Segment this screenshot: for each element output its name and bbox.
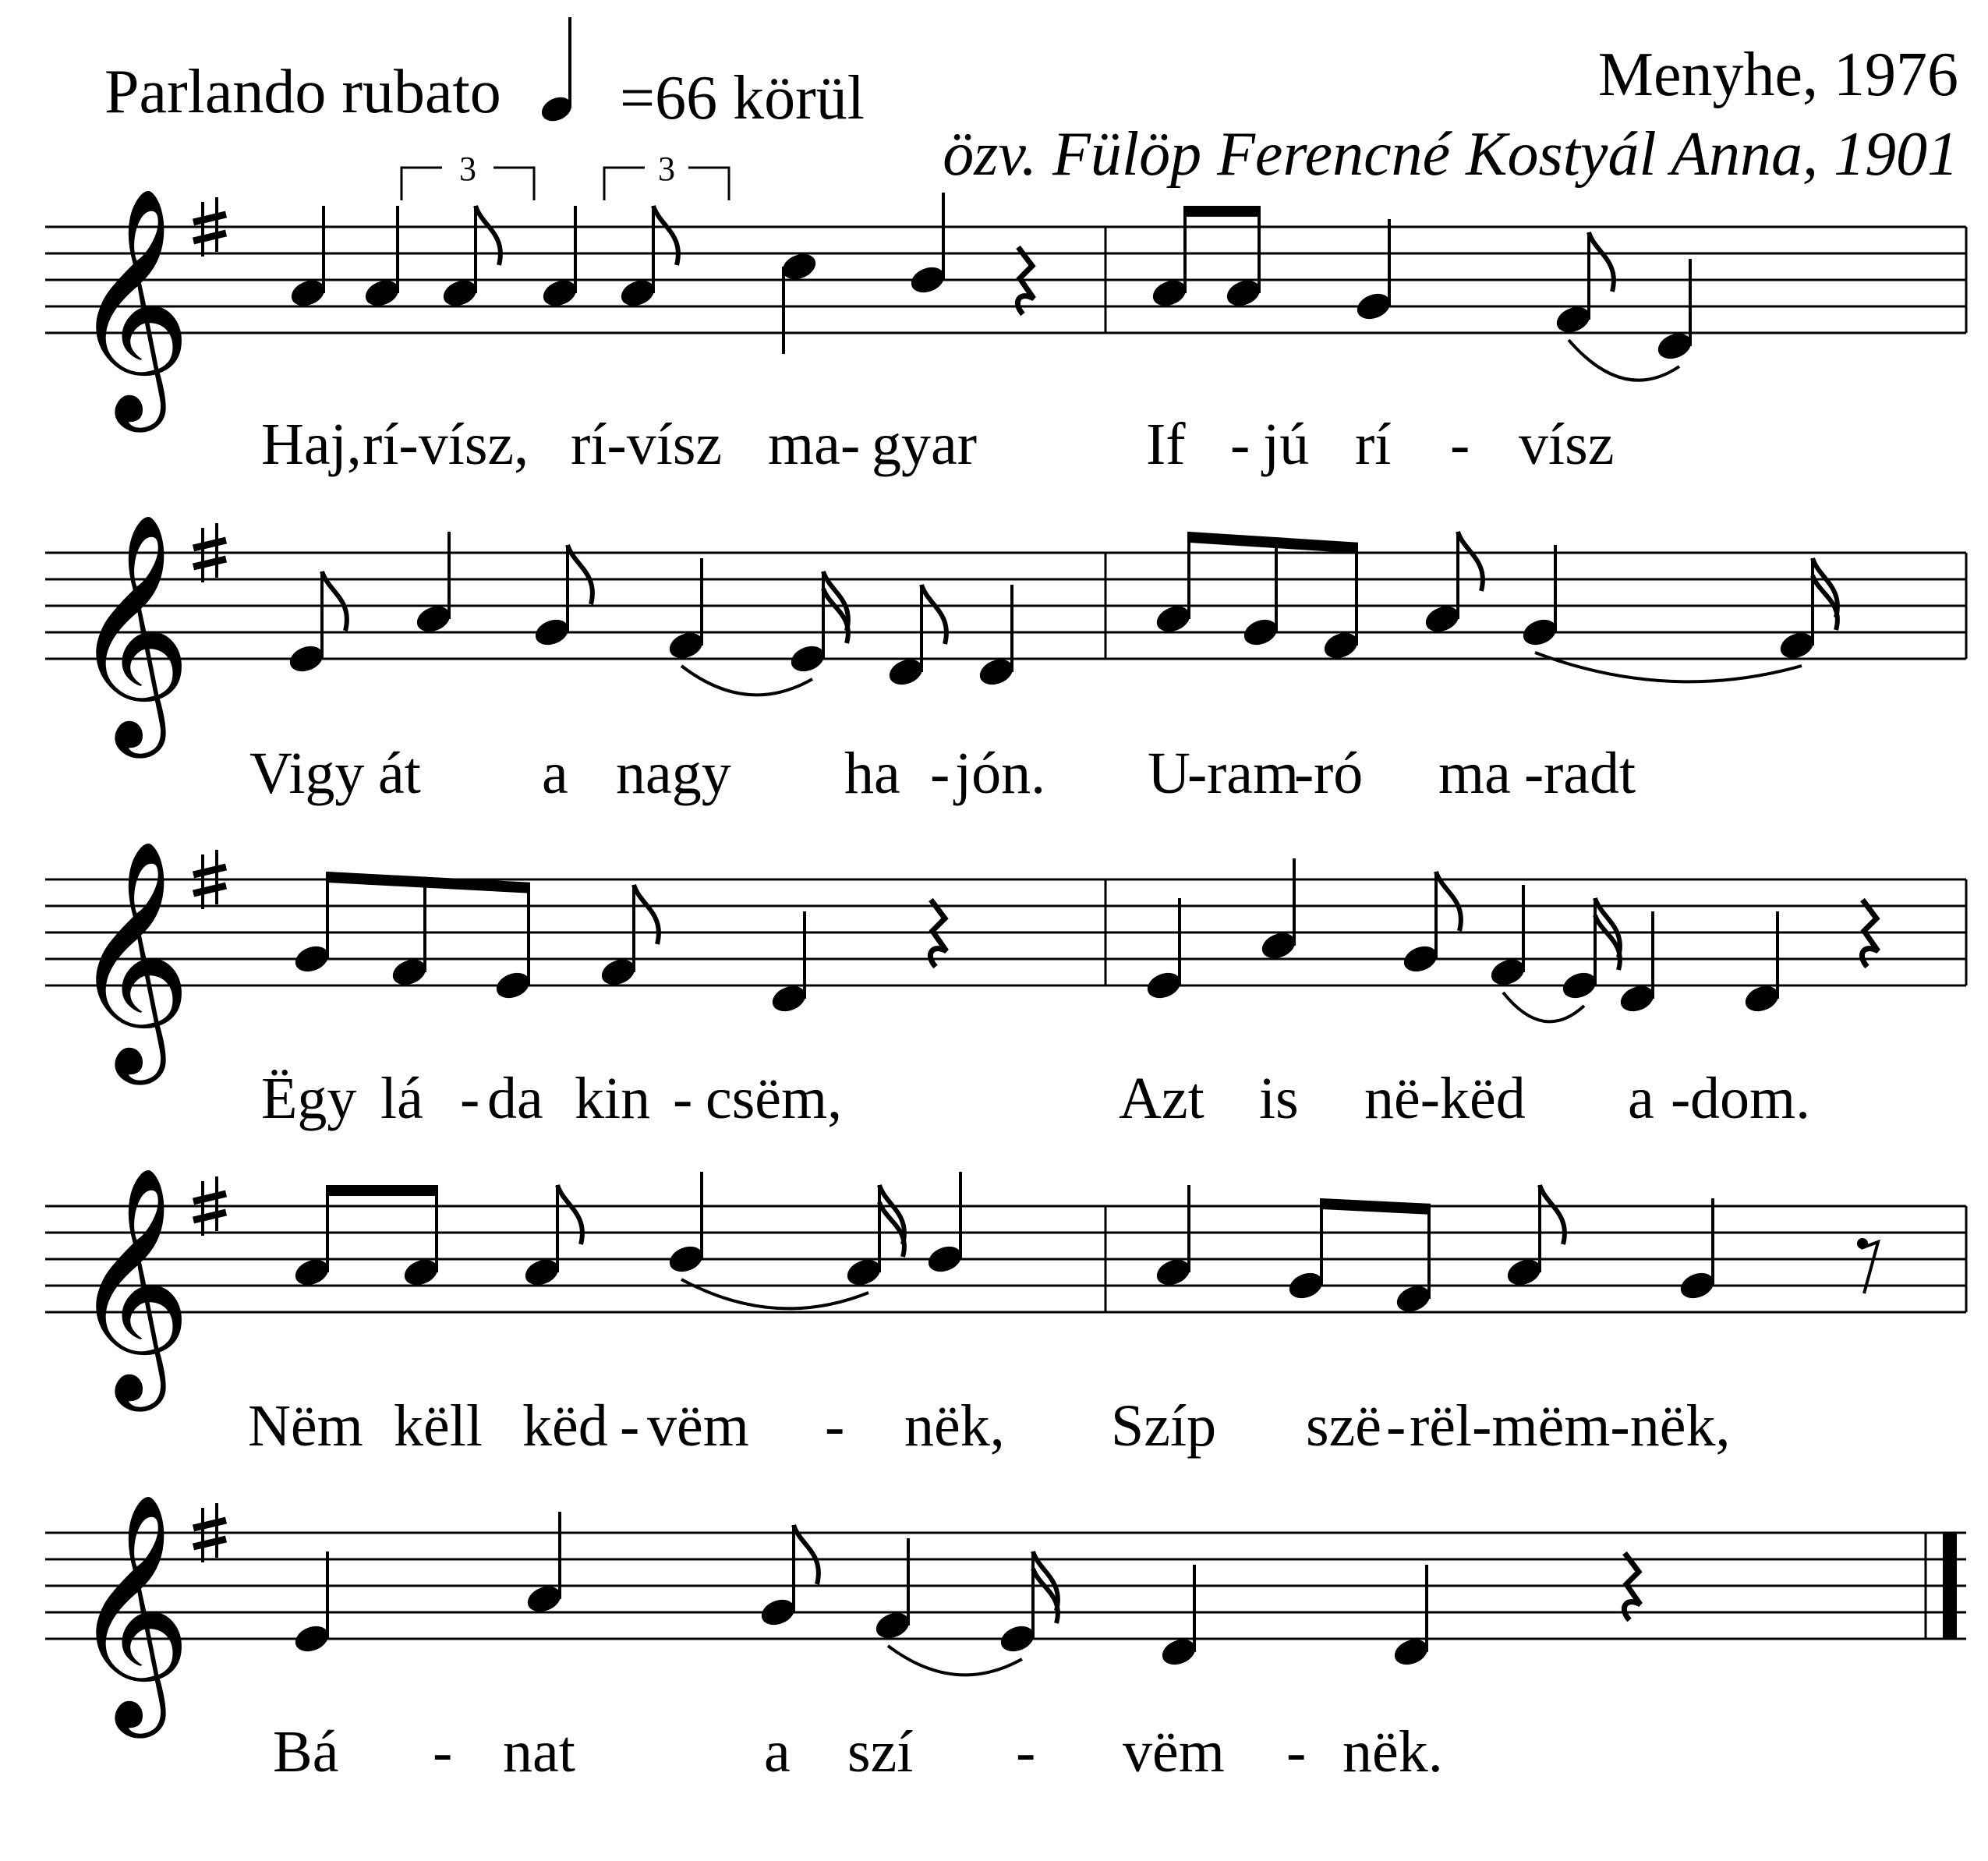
lyric-syllable: a — [1628, 1066, 1654, 1131]
lyric-syllable: gyar — [872, 412, 978, 477]
note-flag — [1033, 1569, 1058, 1623]
treble-clef-icon: 𝄞 — [72, 1492, 192, 1728]
lyric-syllable: rí-vísz, — [363, 412, 529, 477]
note-beam — [1185, 206, 1259, 217]
lyric-syllable: vëm — [647, 1393, 749, 1459]
note-beam — [327, 872, 529, 893]
lyric-syllable: rí — [1355, 412, 1392, 477]
note-flag — [557, 1185, 582, 1244]
lyric-syllable: nagy — [616, 741, 731, 806]
lyric-syllable: - — [930, 741, 950, 806]
sharp-bar — [193, 1539, 226, 1547]
lyric-syllable: - — [1187, 741, 1208, 806]
treble-clef-icon: 𝄞 — [72, 186, 192, 422]
lyric-syllable: ha — [844, 741, 900, 806]
lyric-syllable: këll — [394, 1393, 483, 1459]
treble-clef-icon: 𝄞 — [72, 1166, 192, 1401]
note-flag — [1458, 532, 1483, 591]
note-flag — [1813, 575, 1838, 630]
lyric-syllable: nëk, — [904, 1393, 1005, 1459]
lyric-syllable: - — [673, 1066, 693, 1131]
lyric-syllable: kin — [575, 1066, 651, 1131]
lyric-syllable: Azt — [1119, 1066, 1204, 1131]
slur — [681, 666, 812, 695]
lyric-syllable: ram — [1207, 741, 1300, 806]
singer-name: özv. Fülöp Ferencné Kostyál Anna, 1901 — [943, 120, 1958, 189]
note-flag — [823, 589, 848, 643]
lyric-syllable: - — [1386, 1393, 1406, 1459]
sharp-bar — [193, 214, 226, 222]
note-beam — [1321, 1198, 1429, 1215]
lyric-syllable: Vigy — [249, 741, 365, 806]
sharp-bar — [193, 1520, 226, 1528]
lyric-syllable: Bá — [273, 1719, 339, 1785]
lyric-syllable: - — [1016, 1719, 1036, 1785]
lyric-syllable: If — [1146, 412, 1186, 477]
lyric-syllable: - — [620, 1393, 640, 1459]
lyric-syllable: Ëgy — [261, 1066, 357, 1131]
lyric-syllable: - — [1524, 741, 1544, 806]
lyric-syllable: Haj, — [261, 412, 362, 477]
lyric-syllable: da — [487, 1066, 543, 1131]
lyric-syllable: jón. — [955, 741, 1046, 806]
sharp-bar — [193, 886, 226, 893]
lyric-syllable: - — [1294, 741, 1314, 806]
lyric-syllable: në-këd — [1364, 1066, 1526, 1131]
note-flag — [1589, 232, 1614, 292]
tuplet-number: 3 — [658, 150, 675, 188]
lyric-syllable: - — [840, 412, 861, 477]
lyric-syllable: lá — [380, 1066, 423, 1131]
final-barline — [1943, 1533, 1957, 1639]
sharp-bar — [193, 867, 226, 875]
lyric-syllable: a — [542, 741, 568, 806]
staff-system — [45, 1492, 1966, 1785]
sharp-bar — [193, 1194, 226, 1201]
note-flag — [653, 206, 678, 265]
lyric-syllable: U — [1148, 741, 1190, 806]
slur — [1535, 653, 1802, 681]
note-beam — [327, 1185, 437, 1196]
lyric-syllable: jú — [1263, 412, 1310, 477]
lyric-syllable: nëk. — [1342, 1719, 1443, 1785]
lyric-syllable: ma — [1438, 741, 1511, 806]
lyric-syllable: szí — [847, 1719, 914, 1785]
lyric-syllable: - — [1450, 412, 1470, 477]
lyric-syllable: vísz — [1519, 412, 1615, 477]
lyric-syllable: a — [764, 1719, 791, 1785]
lyric-syllable: ró — [1314, 741, 1364, 806]
lyric-syllable: rël-mëm-nëk, — [1410, 1393, 1731, 1459]
tempo-value: =66 körül — [620, 64, 865, 133]
lyric-syllable: Szíp — [1111, 1393, 1217, 1459]
staff-system — [45, 150, 1966, 477]
note-beam — [1189, 532, 1357, 554]
tempo-marking: Parlando rubato — [104, 58, 501, 126]
slur — [681, 1279, 868, 1308]
note-flag — [1540, 1185, 1565, 1244]
sharp-bar — [193, 1212, 226, 1220]
lyric-syllable: Nëm — [248, 1393, 363, 1459]
lyric-syllable: - — [433, 1719, 453, 1785]
sharp-bar — [193, 540, 226, 548]
lyric-syllable: szë — [1306, 1393, 1382, 1459]
lyric-syllable: nat — [503, 1719, 575, 1785]
staff-system — [45, 1166, 1966, 1459]
sharp-bar — [193, 559, 226, 567]
note-flag — [1595, 915, 1620, 970]
note-flag — [634, 885, 659, 944]
lyric-syllable: vëm — [1123, 1719, 1225, 1785]
lyric-syllable: rí-vísz — [571, 412, 723, 477]
lyric-syllable: dom. — [1690, 1066, 1811, 1131]
lyric-syllable: - — [825, 1393, 845, 1459]
lyric-syllable: át — [378, 741, 421, 806]
slur — [888, 1646, 1022, 1675]
lyric-syllable: - — [1230, 412, 1250, 477]
note-flag — [476, 206, 501, 265]
note-flag — [879, 1202, 904, 1257]
note-flag — [921, 585, 946, 644]
treble-clef-icon: 𝄞 — [72, 839, 192, 1074]
lyric-syllable: - — [1286, 1719, 1307, 1785]
lyric-syllable: is — [1259, 1066, 1299, 1131]
collection-place-year: Menyhe, 1976 — [1597, 41, 1958, 109]
tuplet-number: 3 — [459, 150, 476, 188]
lyric-syllable: - — [1671, 1066, 1691, 1131]
lyric-syllable: ma — [768, 412, 840, 477]
staff-system — [45, 512, 1966, 806]
sharp-bar — [193, 233, 226, 241]
lyric-syllable: radt — [1544, 741, 1636, 806]
lyric-syllable: csëm, — [706, 1066, 843, 1131]
lyric-syllable: këd — [522, 1393, 608, 1459]
lyric-syllable: - — [460, 1066, 480, 1131]
staff-system — [45, 839, 1966, 1131]
treble-clef-icon: 𝄞 — [72, 512, 192, 748]
